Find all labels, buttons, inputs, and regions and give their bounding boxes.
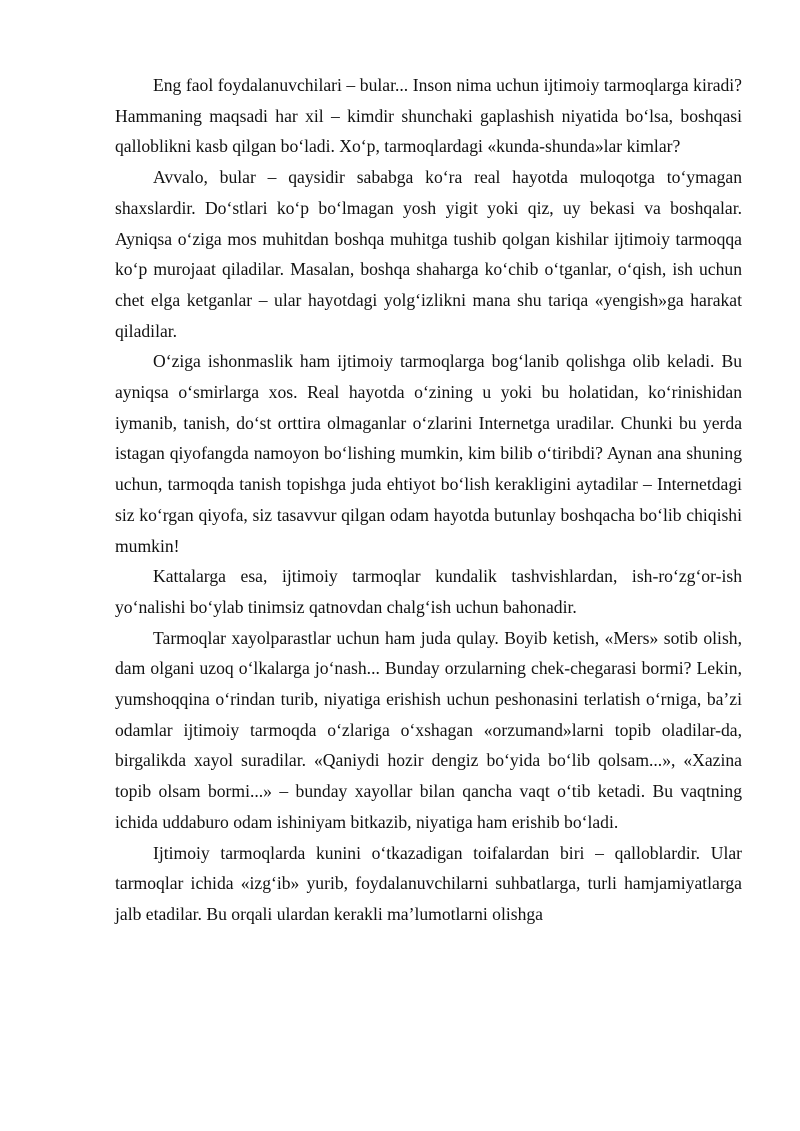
paragraph: Ijtimoiy tarmoqlarda kunini o‘tkazadigan toifalardan biri – qalloblardir. Ular tarmoqlar ichida «izg‘ib» yurib, foydalanuvchilarni suhbatlarga, turli hamjamiyatlarga jalb etadilar. Bu orqali ulardan kerakli ma’lumotlarni olishga bbox=[115, 842, 742, 924]
paragraph: Tarmoqlar xayolparastlar uchun ham juda qulay. Boyib ketish, «Mers» sotib olish, dam olgani uzoq o‘lkalarga jo‘nash... Bunday orzularning chek-chegarasi bormi? Lekin, yumshoqqina o‘rindan turib, niyatiga erishish uchun peshonasini terlatish o‘rniga, ba’zi odamlar ijtimoiy tarmoqda o‘zlariga o‘xshagan «orzumand»larni topib oladilar-da, birgalikda xayol suradilar. «Qaniydi hozir dengiz bo‘yida bo‘lib qolsam...», «Xazina topib olsam bormi...» – bunday xayollar bilan qancha vaqt o‘tib ketadi. Bu vaqtning ichida uddaburo odam ishiniyam bitkazib, niyatiga ham erishib bo‘ladi. bbox=[115, 627, 742, 832]
paragraph: Kattalarga esa, ijtimoiy tarmoqlar kundalik tashvishlardan, ish-ro‘zg‘or-ish yo‘nalishi bo‘ylab tinimsiz qatnovdan chalg‘ish uchun bahonadir. bbox=[115, 566, 742, 617]
paragraph: O‘ziga ishonmaslik ham ijtimoiy tarmoqlarga bog‘lanib qolishga olib keladi. Bu ayniqsa o‘smirlarga xos. Real hayotda o‘zining u yoki bu holatidan, ko‘rinishidan iymanib, tanish, do‘st orttira olmaganlar o‘zlarini Internetga uradilar. Chunki bu yerda istagan qiyofangda namoyon bo‘lishing mumkin, kim bilib o‘tiribdi? Aynan ana shuning uchun, tarmoqda tanish topishga juda ehtiyot bo‘lish kerakligini aytadilar – Internetdagi siz ko‘rgan qiyofa, siz tasavvur qilgan odam hayotda butunlay boshqacha bo‘lib chiqishi mumkin! bbox=[115, 351, 742, 556]
paragraph: Eng faol foydalanuvchilari – bular... Inson nima uchun ijtimoiy tarmoqlarga kiradi? Hammaning maqsadi har xil – kimdir shunchaki gaplashish niyatida bo‘lsa, boshqasi qalloblikni kasb qilgan bo‘ladi. Xo‘p, tarmoqlardagi «kunda-shunda»lar kimlar? bbox=[115, 75, 742, 157]
document-page bbox=[115, 70, 742, 930]
paragraph: Avvalo, bular – qaysidir sababga ko‘ra real hayotda muloqotga to‘ymagan shaxslardir. Do‘stlari ko‘p bo‘lmagan yosh yigit yoki qiz, uy bekasi va boshqalar. Ayniqsa o‘ziga mos muhitdan boshqa muhitga tushib qolgan kishilar ijtimoiy tarmoqqa ko‘p murojaat qiladilar. Masalan, boshqa shaharga ko‘chib o‘tganlar, o‘qish, ish uchun chet elga ketganlar – ular hayotdagi yolg‘izlikni mana shu tariqa «yengish»ga harakat qiladilar. bbox=[115, 167, 742, 341]
